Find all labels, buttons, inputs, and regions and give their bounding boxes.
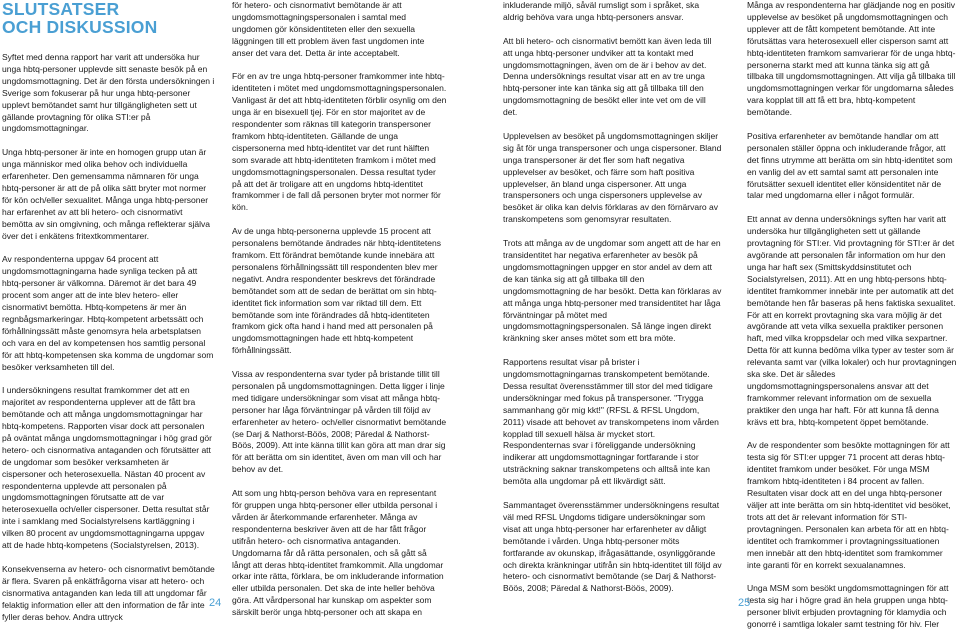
paragraph: Rapportens resultat visar på brister i ungdomsmottagningarnas transkompetent bemötande. Dessa resultat överensstämmer till stor del med tidigare undersökningar med fokus på transpersoner. "Trygga sammanhang gör mig kkt!" (RFSL & RFSL Ungdom, 2011) visade att behovet av transkompetens inom vården kopplad till sexuell hälsa är mycket stort. Respondenternas svar i föreliggande undersökning indikerar att ungdomsmottagningar fortfarande i stor utsträckning saknar transkompetens och alltså inte kan bemöta alla ungdomar på ett likvärdigt sätt. (503, 357, 719, 487)
section-title-line-2: OCH DISKUSSION (2, 17, 158, 37)
paragraph: För en av tre unga hbtq-personer framkommer inte hbtq-identiteten i mötet med ungdomsmottagningspersonalen. Vanligast är det att hbtq-identiteten förblir osynlig om den unga är en bisexuell tjej. För en stor majoritet av de respondenter som räknas till kategorin transpersoner framkom hbtq-identiteten. Gällande de unga cispersonerna med hbtq-identitet var det runt hälften som svarade att hbtq-identiteten framkom i mötet med ungdomsmottagningspersonalen. Dessa resultat tyder på att det är troligare att en ungdoms hbtq-identitet framkommer i de fall då personen bryter mot normer för kön. (232, 71, 447, 213)
paragraph: inkluderande miljö, såväl rumsligt som i språket, ska aldrig behöva vara unga hbtq-personers ansvar. (503, 0, 700, 22)
page-number-left: 24 (209, 597, 222, 609)
paragraph: Många av respondenterna har glädjande nog en positiv upplevelse av besöket på ungdomsmottagningen och upplever att de fått kompetent bemötande. Att inte förutsättas vara heterosexuell eller cisperson samt att hbtq-identiteten framkom samvarierar för de unga hbtq-personerna starkt med att kunna tänka sig att gå tillbaka till ungdomsmottagningen. Att vilja gå tillbaka till ungdomsmottagningen verkar för ungdomarna således vara kopplat till att få ett bra, hbtq-kompetent bemötande. (747, 0, 956, 118)
paragraph: Positiva erfarenheter av bemötande handlar om att personalen ställer öppna och inkluderande frågor, att det finns utrymme att berätta om sin hbtq-identitet som en vanlig del av ett samtal samt att personalen inte förutsätter sexuell identitet eller könsidentitet när de talar med ungdomarna eller i något formulär. (747, 130, 953, 201)
paragraph: Att bli hetero- och cisnormativt bemött kan även leda till att unga hbtq-personer undviker att ta kontakt med ungdomsmottagningen, även om de är i behov av det. Denna undersöknings resultat visar att en av tre unga hbtq-personer inte kan tänka sig att gå tillbaka till den ungdomsmottagning de besökt eller inte vet om de vill det. (503, 35, 712, 118)
paragraph: Av respondenterna uppgav 64 procent att ungdomsmottagningarna hade synliga tecken på att hbtq-personer är välkomna. Däremot är det bara 49 procent som anger att de inte blev hetero- eller cisnormativt bemötta. Hbtq-kompetens är mer än regnbågsmarkeringar. Hbtq-kompetent arbetssätt och förhållningssätt måste genomsyra hela arbetsplatsen och vara en del av kompetensen hos samtlig personal för att hbtq-kompetensen ska komma de ungdomar som besöker verksamheten till del. (2, 254, 214, 372)
paragraph: Att som ung hbtq-person behöva vara en representant för gruppen unga hbtq-personer eller utbilda personal i vården är återkommande erfarenheter. Många av respondenterna beskriver även att de har fått frågor utifrån hetero- och cisnormativa antaganden. Ungdomarna får då rätta personalen, och så gått så långt att deras hbtq-identitet framkommit. Alla ungdomar orkar inte rätta, förklara, be om inkluderande information eller utbilda personalen. Det ska de inte heller behöva göra. Att vårdpersonal har kunskap om aspekter som särskilt berör unga hbtq-personer och att skapa en (232, 488, 444, 618)
paragraph: Unga MSM som besökt ungdomsmottagningen för att testa sig har i högre grad än hela gruppen unga hbtq-personer blivit erbjuden provtagning för klamydia och gonorré i samtliga lokaler samt testning för hiv. Fler (747, 583, 949, 630)
column-4 (747, 0, 958, 643)
column-2 (232, 0, 447, 631)
column-3 (503, 0, 722, 607)
paragraph: Trots att många av de ungdomar som angett att de har en transidentitet har negativa erfarenheter av besök på ungdomsmottagningen uppger en stor andel av dem att de kan tänka sig att gå tillbaka till den ungdomsmottagning de har besökt. Detta kan förklaras av att många unga hbtq-personer med transidentitet har låga förväntningar på mötet med ungdomsmottagningspersonalen. Så länge ingen direkt kränkning sker anses mötet som ett bra möte. (503, 238, 722, 344)
paragraph: I undersökningens resultat framkommer det att en majoritet av respondenterna upplever att de fått bra bemötande och att många ungdomsmottagningar har hbtq-kompetens. Rapporten visar dock att personalen på oväntat många ungdomsmottagningar i hög grad gör hetero- och cisnormativa antaganden och förutsätter att de ungdomar som besöker verksamheten är cispersoner och heterosexuella. Nästan 40 procent av respondenterna upplevde att personalen på ungdomsmottagningen förutsatte att de var heterosexuella och/eller cispersoner. Detta resultat står inte i samklang med Socialstyrelsens kartläggning i vilken 80 procent av ungdomsmottagningarna uppgav att de hade hbtq-kompetens (Socialstyrelsen, 2013). (2, 385, 212, 551)
paragraph: Upplevelsen av besöket på ungdomsmottagningen skiljer sig åt för unga transpersoner och unga cispersoner. Bland unga transpersoner är det fler som haft negativa upplevelser av besöket, och färre som haft positiva upplevelser, än bland unga cispersoner. Att unga transpersoners och unga cispersoners upplevelse av besöket är olika kan delvis förklaras av den förnärvaro av transkompetens som genomsyrar resultaten. (503, 130, 722, 225)
paragraph: Unga hbtq-personer är inte en homogen grupp utan är unga människor med olika behov och individuella erfarenheter. Den gemensamma nämnaren för unga hbtq-personer är att de på olika sätt bryter mot normer för kön och/eller sexualitet. Många unga hbtq-personer har erfarenhet av att bli hetero- och cisnormativt bemötta av sin omgivning, och många reflekterar själva över det i enkätens fritextkommentarer. (2, 147, 210, 241)
page-number-right: 25 (738, 597, 751, 609)
paragraph: Ett annat av denna undersöknings syften har varit att undersöka hur tillgängligheten sett ut gällande provtagning för STI:er. Vid provtagning för STI:er är det avgörande att personalen får information om hur den unga har haft sex (Smittskyddsinstitutet och Socialstyrelsen, 2011). Att en ung hbtq-persons hbtq-identitet framkommer innebär inte per automatik att det bemötande hen får baseras på hens faktiska sexualitet. För att en korrekt provtagning ska vara möjlig är det avgörande att veta vilka sexuella praktiker personen haft, med vilka kroppsdelar och med vilka sexpartner. Detta för att kunna bedöma vilka typer av tester som är relevanta samt var (vilka lokaler) och hur provtagningen ska ske. Det är således ungdomsmottagningspersonalens ansvar att det framkommer relevant information om de sexuella praktiker den unga har haft. För att kunna få denna krävs ett bra, hbtq-kompetent öppet bemötande. (747, 214, 957, 427)
section-title (2, 0, 215, 36)
paragraph: Sammantaget överensstämmer undersökningens resultat väl med RFSL Ungdoms tidigare undersökningar som visat att unga hbtq-personer har erfarenheter av dåligt bemötande i vården. Unga hbtq-personer möts fortfarande av okunskap, ifrågasättande, osynliggörande och direkta kränkningar utifrån sin hbtq-identitet till följd av hetero- och cisnormativt bemötande (se Darj & Nathorst-Böös, 2008; Päredal & Nathorst-Böös, 2009). (503, 499, 722, 594)
column-1 (2, 0, 215, 635)
paragraph: Syftet med denna rapport har varit att undersöka hur unga hbtq-personer upplevde sitt senaste besök på en ungdomsmottagning. Det är den första undersökningen i Sverige som fokuserar på hur unga hbtq-personer upplevt bemötandet samt hur tillgängligheten sett ut gällande provtagning för olika STI:er på ungdomsmottagningar. (2, 52, 215, 134)
paragraph: Av de unga hbtq-personerna upplevde 15 procent att personalens bemötande ändrades när hbtq-identitetens framkom. Ett förändrat bemötande kunde innebära att personalens förhållningssätt till respondenten blev mer negativt. Andra respondenter beskrevs det förändrade bemötandet som att de sedan de berättat om sin hbtq-identitet fick information som var riktad till dem. Ett bemötande som inte förändrades då hbtq-identiteten framkom gick ofta hand i hand med att personalen på ungdomsmottagningen hade ett hbtq-kompetent förhållningssätt. (232, 226, 441, 356)
paragraph: Konsekvenserna av hetero- och cisnormativt bemötande är flera. Svaren på enkätfrågorna visar att hetero- och cisnormativa antaganden kan leda till att ungdomar får felaktig information eller att den information de får inte fyller deras behov. Andra uttryck (2, 563, 215, 622)
paragraph: för hetero- och cisnormativt bemötande är att ungdomsmottagningspersonalen i samtal med ungdomen gör könsidentiteten eller den sexuella läggningen till ett problem även fast ungdomen inte anser det vara det. Detta är inte acceptabelt. (232, 0, 425, 58)
paragraph: Av de respondenter som besökte mottagningen för att testa sig för STI:er uppger 71 procent att deras hbtq-identitet framkom under besöket. För unga MSM framkom hbtq-identiteten i 84 procent av fallen. Resultaten visar dock att en del unga hbtq-personer väljer att inte berätta om sin hbtq-identitet vid besöket, trots att det är relevant information för STI-provtagningen. Personalen kan arbeta för att en hbtq-identitet och framkommer i provtagningssituationen men innebär att den hbtq-identitet som framkommer inte garanti för en korrekt sexualanamnes. (747, 440, 951, 570)
section-title-line-1: SLUTSATSER (2, 0, 120, 19)
paragraph: Vissa av respondenterna svar tyder på bristande tillit till personalen på ungdomsmottagningen. Detta ligger i linje med tidigare undersökningar som visat att många hbtq-personer har låga förväntningar på vården till följd av erfarenheter av hetero- och/eller cisnormativt bemötande (se Darj & Nathorst-Böös, 2008; Päredal & Nathorst-Böös, 2009). Att inte känna tillit kan göra att man drar sig för att berätta om sin identitet, även om man vill och har behov av det. (232, 369, 447, 475)
